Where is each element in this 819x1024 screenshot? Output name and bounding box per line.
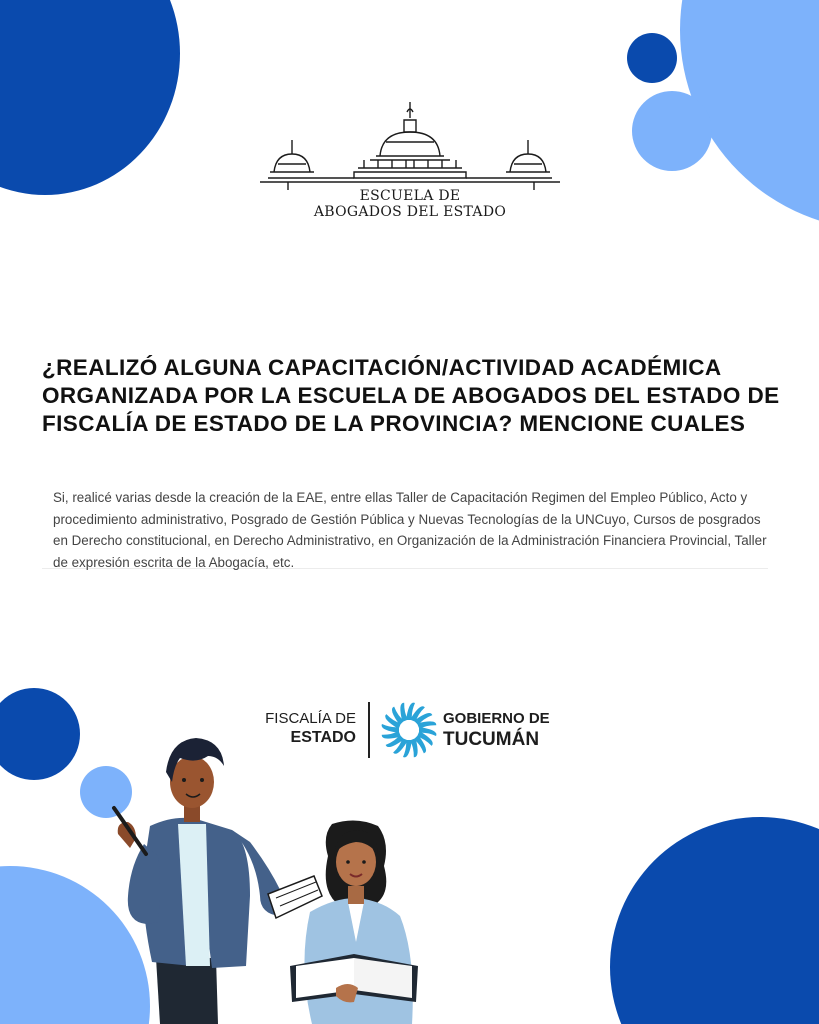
circle-top-right-small-light — [632, 91, 712, 171]
answer-text: Si, realicé varias desde la creación de la EAE, entre ellas Taller de Capacitación Regimen del Empleo Público, Acto y procedimiento administrativo, Posgrado de Gestión Pública y Nuevas Tecnologías de la UNCuyo, Cursos de posgrados en Derecho constitucional, en Derecho Administrativo, en Organización de la Administración Financiera Provincial, Taller de expresión escrita de la Abogacía, etc. — [53, 490, 767, 570]
two-people-illustration — [100, 726, 430, 1024]
fiscalia-line2: ESTADO — [290, 729, 356, 746]
circle-mid-left-dark — [0, 688, 80, 780]
woman-figure — [290, 820, 418, 1024]
circle-top-right-small-dark — [627, 33, 677, 83]
fiscalia-line1: FISCALÍA DE — [265, 710, 356, 727]
answer-card — [42, 476, 768, 569]
domed-building-icon — [258, 98, 562, 190]
gobierno-line1: GOBIERNO DE — [443, 710, 550, 727]
circle-bottom-right — [610, 817, 819, 1024]
circle-top-left — [0, 0, 180, 195]
logo-title-line1: ESCUELA DE — [359, 188, 461, 204]
gobierno-line2: TUCUMÁN — [443, 729, 540, 750]
man-figure — [114, 738, 322, 1024]
question-heading: ¿REALIZÓ ALGUNA CAPACITACIÓN/ACTIVIDAD ACADÉMICA ORGANIZADA POR LA ESCUELA DE ABOGADOS DEL ESTADO DE FISCALÍA DE ESTADO DE LA PROVINCIA? MENCIONE CUALES — [42, 355, 780, 436]
school-logo — [258, 98, 562, 220]
logo-title-line2: ABOGADOS DEL ESTADO — [313, 204, 507, 220]
